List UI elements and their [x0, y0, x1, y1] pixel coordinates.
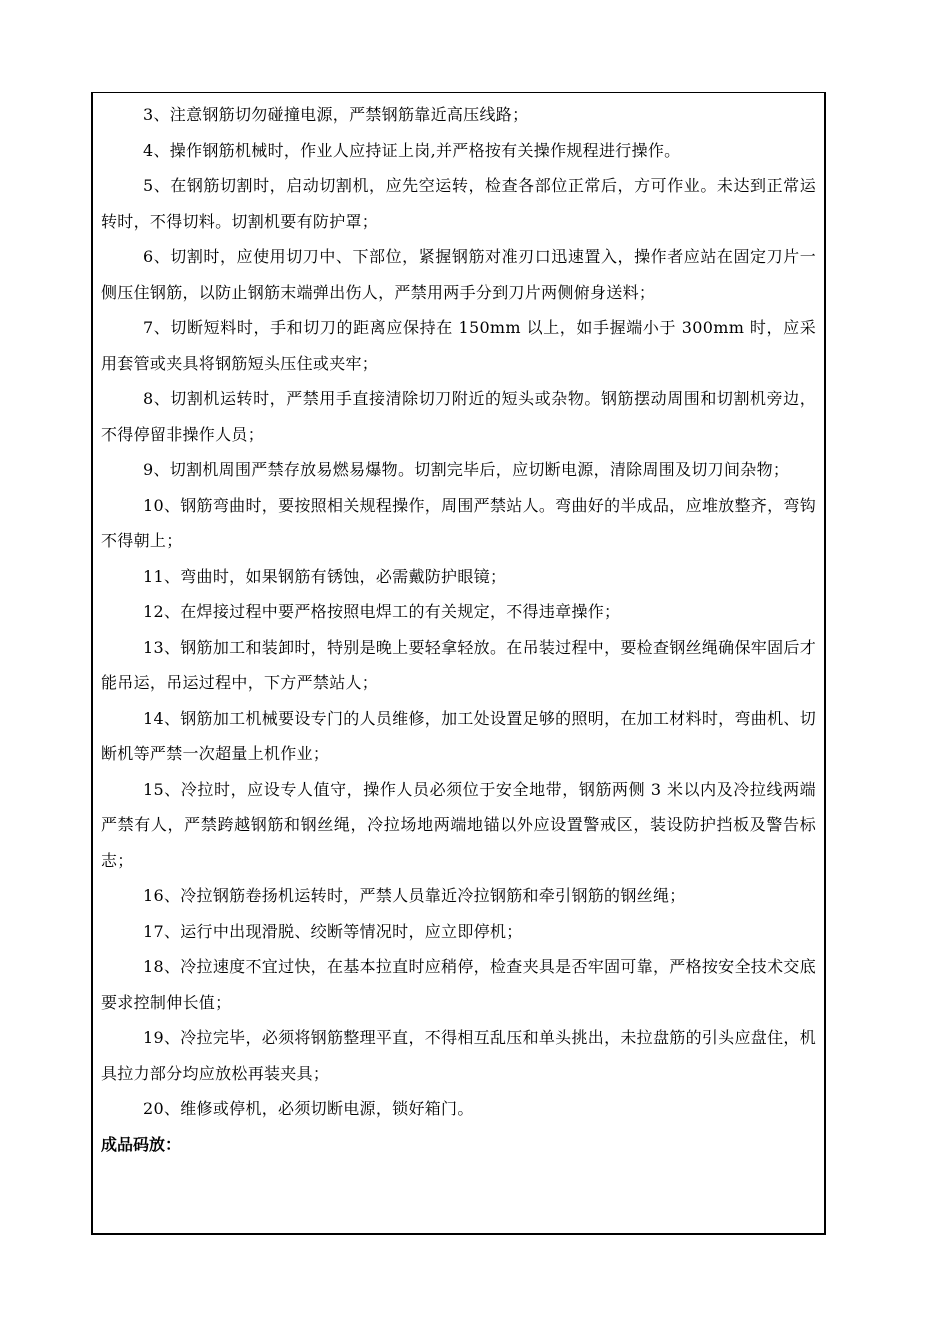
list-item-14: 14、钢筋加工机械要设专门的人员维修，加工处设置足够的照明，在加工材料时，弯曲机、切断机等严禁一次超量上机作业；: [101, 708, 816, 763]
list-item-6: 6、切割时，应使用切刀中、下部位，紧握钢筋对准刃口迅速置入，操作者应站在固定刀片一侧压住钢筋，以防止钢筋末端弹出伤人，严禁用两手分到刀片两侧俯身送料；: [101, 247, 816, 302]
list-item-8: 8、切割机运转时，严禁用手直接清除切刀附近的短头或杂物。钢筋摆动周围和切割机旁边，不得停留非操作人员；: [101, 389, 816, 444]
list-item-12: 12、在焊接过程中要严格按照电焊工的有关规定，不得违章操作；: [143, 602, 621, 621]
list-item-7: 7、切断短料时，手和切刀的距离应保持在 150mm 以上，如手握端小于 300mm 时，应采用套管或夹具将钢筋短头压住或夹牢；: [101, 318, 816, 373]
list-item-11: 11、弯曲时，如果钢筋有锈蚀，必需戴防护眼镜；: [143, 566, 507, 586]
list-item-16: 16、冷拉钢筋卷扬机运转时，严禁人员靠近冷拉钢筋和牵引钢筋的钢丝绳；: [143, 886, 686, 905]
content-table-cell: [91, 92, 826, 1235]
list-item-15: 15、冷拉时，应设专人值守，操作人员必须位于安全地带，钢筋两侧 3 米以内及冷拉线两端严禁有人，严禁跨越钢筋和钢丝绳，冷拉场地两端地锚以外应设置警戒区，装设防护挡板及警告标志；: [101, 779, 816, 870]
list-item-4: 4、操作钢筋机械时，作业人应持证上岗,并严格按有关操作规程进行操作。: [143, 140, 681, 160]
section-title-finished-product-stacking: 成品码放：: [101, 1134, 182, 1154]
list-item-3: 3、注意钢筋切勿碰撞电源，严禁钢筋靠近高压线路；: [143, 105, 529, 124]
list-item-18: 18、冷拉速度不宜过快，在基本拉直时应稍停，检查夹具是否牢固可靠，严格按安全技术交底要求控制伸长值；: [101, 957, 816, 1012]
list-item-5: 5、在钢筋切割时，启动切割机，应先空运转，检查各部位正常后，方可作业。未达到正常运转时，不得切料。切割机要有防护罩；: [101, 176, 816, 231]
list-item-19: 19、冷拉完毕，必须将钢筋整理平直，不得相互乱压和单头挑出，未拉盘筋的引头应盘住，机具拉力部分均应放松再装夹具；: [101, 1028, 816, 1083]
list-item-17: 17、运行中出现滑脱、绞断等情况时，应立即停机；: [143, 921, 523, 941]
list-item-13: 13、钢筋加工和装卸时，特别是晚上要轻拿轻放。在吊装过程中，要检查钢丝绳确保牢固后才能吊运，吊运过程中，下方严禁站人；: [101, 637, 816, 692]
document-body: [101, 97, 816, 1162]
list-item-10: 10、钢筋弯曲时，要按照相关规程操作，周围严禁站人。弯曲好的半成品，应堆放整齐，弯钩不得朝上；: [101, 495, 816, 550]
list-item-20: 20、维修或停机，必须切断电源，锁好箱门。: [143, 1099, 474, 1118]
list-item-9: 9、切割机周围严禁存放易燃易爆物。切割完毕后，应切断电源，清除周围及切刀间杂物；: [143, 460, 790, 479]
